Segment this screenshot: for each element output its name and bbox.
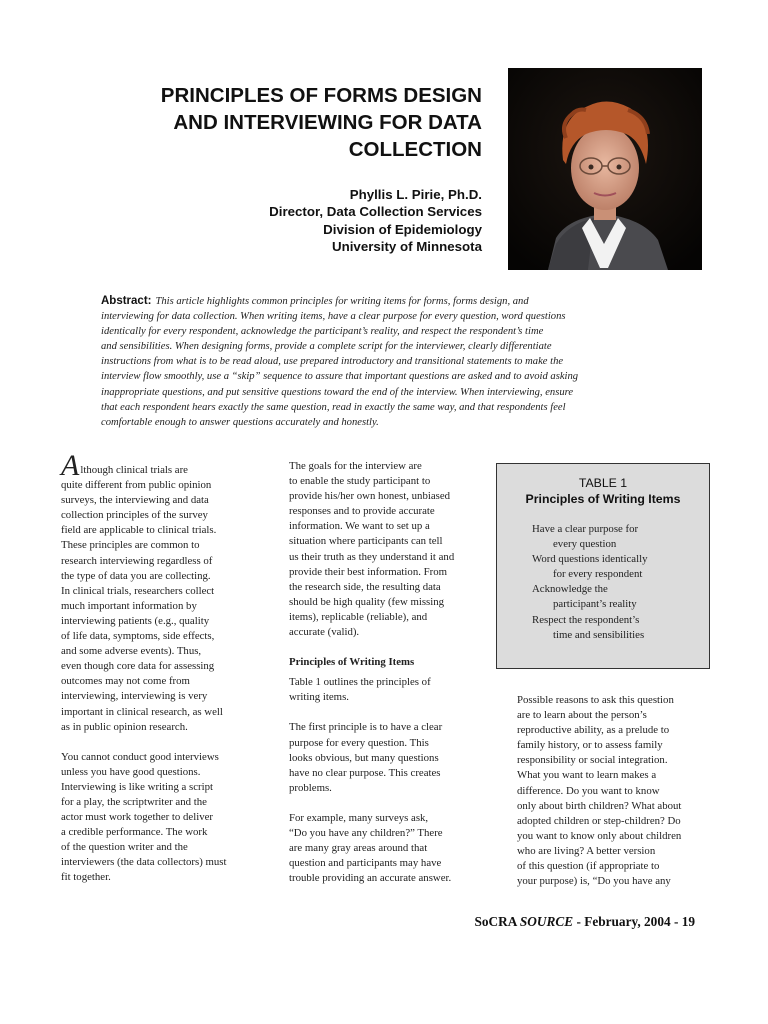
table-item-cont: every question bbox=[553, 538, 617, 551]
text-line: In clinical trials, researchers collect bbox=[61, 584, 215, 597]
text-line: “Do you have any children?” There bbox=[289, 826, 443, 839]
article-title bbox=[110, 82, 482, 163]
text-line: as in public opinion research. bbox=[61, 720, 188, 733]
table-item-cont: time and sensibilities bbox=[553, 628, 645, 641]
footer-date-page: - February, 2004 - 19 bbox=[573, 914, 695, 929]
text-line: are to learn about the person’s bbox=[517, 709, 647, 722]
text-line: actor must work together to deliver bbox=[61, 811, 214, 824]
text-line: trouble providing an accurate answer. bbox=[289, 872, 452, 885]
text-line: of life data, symptoms, side effects, bbox=[61, 630, 215, 643]
col3-paragraph bbox=[517, 693, 717, 889]
text-line: Table 1 outlines the principles of bbox=[289, 676, 431, 689]
text-line: looks obvious, but many questions bbox=[289, 751, 439, 764]
text-line: reproductive ability, as a prelude to bbox=[517, 724, 670, 737]
text-line: situation where participants can tell bbox=[289, 535, 443, 548]
text-line: responses and to provide accurate bbox=[289, 505, 435, 518]
text-line: difference. Do you want to know bbox=[517, 784, 660, 797]
text-line: quite different from public opinion bbox=[61, 479, 212, 492]
text-line: who are living? A better version bbox=[517, 844, 656, 857]
text-line: us their truth as they understand it and bbox=[289, 550, 455, 563]
footer-org: SoCRA bbox=[474, 914, 520, 929]
text-line: the type of data you are collecting. bbox=[61, 569, 211, 582]
table-item-cont: participant’s reality bbox=[553, 598, 637, 611]
text-line: accurate (valid). bbox=[289, 626, 360, 639]
abstract-line: inappropriate questions, and put sensitive questions toward the end of the interview. When interviewing, ensure bbox=[101, 386, 574, 398]
author-block bbox=[200, 186, 482, 256]
text-line: Possible reasons to ask this question bbox=[517, 694, 674, 706]
text-line: field are applicable to clinical trials. bbox=[61, 524, 217, 537]
text-line: The first principle is to have a clear bbox=[289, 721, 443, 734]
text-line: fit together. bbox=[61, 871, 111, 884]
text-line: the research side, the resulting data bbox=[289, 580, 441, 593]
col2-paragraph-4 bbox=[289, 811, 489, 886]
text-line: your purpose) is, “Do you have any bbox=[517, 875, 671, 888]
table-item: Respect the respondent’s bbox=[532, 613, 640, 626]
table-items bbox=[497, 522, 709, 643]
text-line: provide their best information. From bbox=[289, 565, 448, 578]
text-line: These principles are common to bbox=[61, 539, 200, 552]
column-2 bbox=[289, 459, 489, 886]
abstract-line: This article highlights common principles for writing items for forms, forms design, and bbox=[155, 296, 529, 307]
author-role: Director, Data Collection Services bbox=[269, 204, 482, 220]
abstract-line: that each respondent hears exactly the same question, read in exactly the same way, and that respondents feel bbox=[101, 401, 566, 413]
abstract-line: interviewing for data collection. When writing items, have a clear purpose for every question, word questions bbox=[101, 311, 566, 323]
text-line: and some adverse events). Thus, bbox=[61, 645, 202, 658]
abstract-line: and sensibilities. When designing forms, provide a complete script for the interviewer, clearly differentiate bbox=[101, 341, 552, 353]
text-line: provide his/her own honest, unbiased bbox=[289, 490, 451, 503]
text-line: interviewing, interviewing is very bbox=[61, 690, 208, 703]
abstract-line: interview flow smoothly, use a “skip” sequence to assure that important questions are asked and to avoid asking bbox=[101, 371, 579, 383]
text-line: you want to know only about children bbox=[517, 829, 682, 842]
text-line: adopted children or step-children? Do bbox=[517, 814, 681, 827]
text-line: of the question writer and the bbox=[61, 841, 188, 854]
title-line: AND INTERVIEWING FOR DATA bbox=[173, 111, 482, 134]
abstract-label: Abstract: bbox=[101, 295, 152, 307]
text-line: You cannot conduct good interviews bbox=[61, 750, 219, 763]
table-item-cont: for every respondent bbox=[553, 568, 643, 581]
text-line: of this question (if appropriate to bbox=[517, 860, 660, 873]
text-line: even though core data for assessing bbox=[61, 660, 215, 673]
title-line: COLLECTION bbox=[348, 138, 482, 161]
text-line: information. We want to set up a bbox=[289, 520, 430, 533]
page-footer bbox=[440, 914, 695, 930]
text-line: to enable the study participant to bbox=[289, 475, 431, 488]
text-line: Interviewing is like writing a script bbox=[61, 780, 214, 793]
text-line: For example, many surveys ask, bbox=[289, 811, 429, 824]
paragraph-line: lthough clinical trials are bbox=[80, 464, 188, 476]
abstract-line: instructions from what is to be read aloud, use prepared introductory and transitional statements to make the bbox=[101, 356, 564, 368]
text-line: have no clear purpose. This creates bbox=[289, 766, 441, 779]
text-line: items), replicable (reliable), and bbox=[289, 610, 428, 623]
text-line: question and participants may have bbox=[289, 857, 442, 870]
col1-paragraph-1 bbox=[61, 478, 266, 735]
footer-publication: SOURCE bbox=[519, 914, 574, 929]
col1-paragraph-2 bbox=[61, 750, 266, 886]
col2-paragraph-1 bbox=[289, 459, 489, 640]
text-line: only about birth children? What about bbox=[517, 799, 682, 812]
table-subtitle: Principles of Writing Items bbox=[525, 492, 681, 506]
dropcap-letter: A bbox=[61, 449, 80, 482]
text-line: important in clinical research, as well bbox=[61, 705, 223, 718]
table-title: TABLE 1 bbox=[578, 476, 628, 490]
text-line: interviewers (the data collectors) must bbox=[61, 856, 227, 869]
col2-paragraph-3 bbox=[289, 720, 489, 795]
abstract-line: comfortable enough to answer questions accurately and honestly. bbox=[101, 416, 379, 428]
text-line: research interviewing regardless of bbox=[61, 554, 213, 567]
table-item: Word questions identically bbox=[532, 553, 648, 566]
col2-paragraph-2 bbox=[289, 675, 489, 705]
text-line: outcomes may not come from bbox=[61, 675, 190, 688]
text-line: responsibility or social integration. bbox=[517, 754, 668, 767]
text-line: interviewing patients (e.g., quality bbox=[61, 614, 210, 627]
author-portrait-image bbox=[508, 68, 702, 270]
text-line: What you want to learn makes a bbox=[517, 769, 657, 782]
text-line: writing items. bbox=[289, 691, 349, 704]
text-line: The goals for the interview are bbox=[289, 460, 422, 472]
abstract bbox=[101, 294, 681, 430]
text-line: purpose for every question. This bbox=[289, 736, 429, 749]
text-line: family history, or to assess family bbox=[517, 739, 663, 752]
text-line: should be high quality (few missing bbox=[289, 595, 445, 608]
author-name: Phyllis L. Pirie, Ph.D. bbox=[349, 187, 482, 202]
text-line: for a play, the scriptwriter and the bbox=[61, 795, 207, 808]
table-item: Have a clear purpose for bbox=[532, 523, 639, 535]
section-heading: Principles of Writing Items bbox=[289, 656, 415, 669]
table-1 bbox=[496, 463, 710, 669]
abstract-line: identically for every respondent, acknowledge the participant’s reality, and respect the respondent’s time bbox=[101, 326, 544, 338]
text-line: problems. bbox=[289, 781, 332, 794]
text-line: surveys, the interviewing and data bbox=[61, 494, 209, 507]
text-line: are many gray areas around that bbox=[289, 842, 428, 855]
author-division: Division of Epidemiology bbox=[323, 221, 482, 237]
text-line: unless you have good questions. bbox=[61, 765, 201, 778]
text-line: collection principles of the survey bbox=[61, 509, 208, 522]
column-1 bbox=[61, 449, 266, 886]
column-3 bbox=[517, 693, 717, 889]
table-item: Acknowledge the bbox=[532, 583, 608, 596]
title-line: PRINCIPLES OF FORMS DESIGN bbox=[160, 84, 482, 107]
text-line: a credible performance. The work bbox=[61, 826, 208, 839]
author-photo bbox=[508, 68, 702, 270]
author-institution: University of Minnesota bbox=[332, 239, 482, 255]
text-line: much important information by bbox=[61, 599, 197, 612]
